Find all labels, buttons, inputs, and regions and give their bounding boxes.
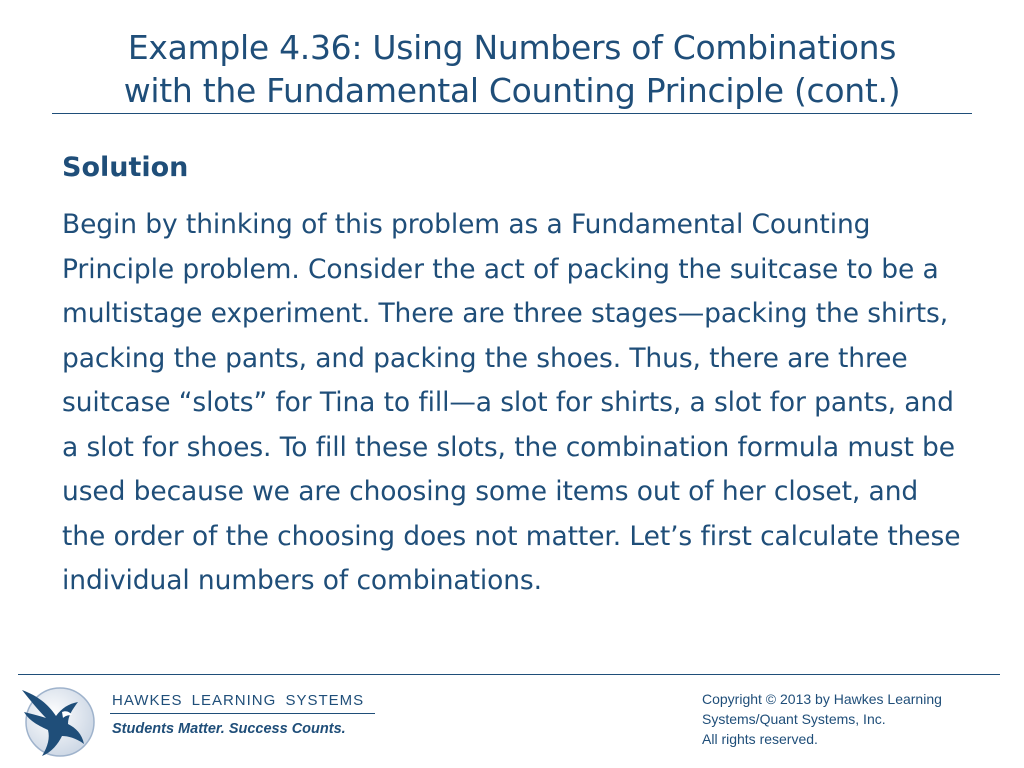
slide-title-line-2: with the Fundamental Counting Principle (cont.)	[123, 71, 901, 110]
copyright-line: All rights reserved.	[702, 731, 818, 747]
copyright-line: Copyright © 2013 by Hawkes Learning	[702, 691, 942, 707]
brand-tagline: Students Matter. Success Counts.	[112, 721, 346, 737]
brand-divider	[110, 713, 375, 714]
copyright-line: Systems/Quant Systems, Inc.	[702, 711, 886, 727]
footer-divider	[18, 674, 1000, 675]
hawk-logo-icon	[18, 682, 100, 760]
brand-name: HAWKES LEARNING SYSTEMS	[112, 692, 365, 709]
title-divider	[52, 113, 972, 114]
solution-heading: Solution	[62, 152, 189, 183]
slide-title	[52, 26, 972, 112]
solution-body-text: Begin by thinking of this problem as a Fundamental Counting Principle problem. Consider the act of packing the suitcase to be a multistage experiment. There are three stages—packing the shirts, packing the pants, and packing the shoes. Thus, there are three suitcase “slots” for Tina to fill—a slot for shirts, a slot for pants, and a slot for shoes. To fill these slots, the combination formula must be used because we are choosing some items out of her closet, and the order of the choosing does not matter. Let’s first calculate these individual numbers of combinations.	[62, 209, 961, 596]
copyright-notice	[702, 689, 1012, 749]
slide-title-line-1: Example 4.36: Using Numbers of Combinations	[127, 28, 897, 67]
